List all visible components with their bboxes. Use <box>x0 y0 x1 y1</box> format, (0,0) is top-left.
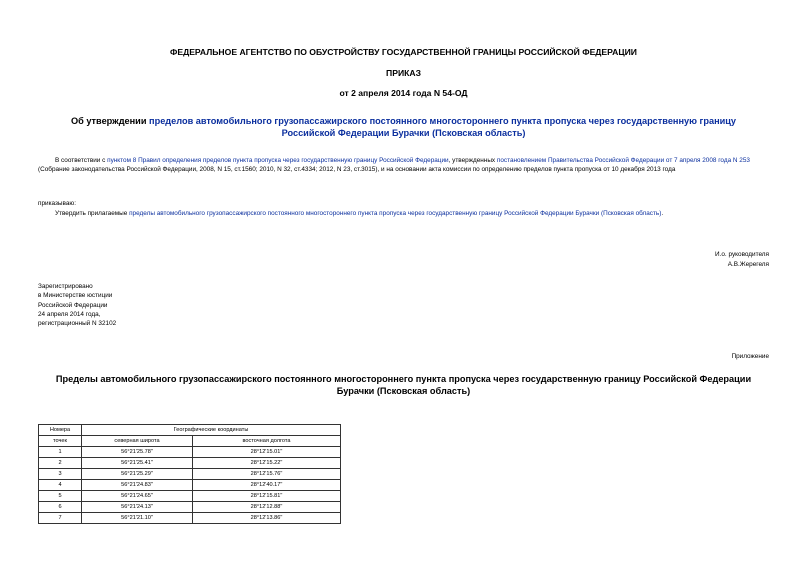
approve-text-1: Утвердить прилагаемые <box>55 210 130 217</box>
resolution-link[interactable]: постановлением Правительства Российской Федерации от 7 апреля 2008 года N 253 <box>496 157 750 164</box>
point-number-cell: 5 <box>39 491 82 502</box>
approve-text-2: . <box>661 210 664 217</box>
header-geo-coords: Географические координаты <box>82 425 341 436</box>
preamble-text-2: , утвержденных <box>448 157 497 164</box>
table-row <box>39 458 341 469</box>
coordinates-table <box>38 424 341 524</box>
longitude-cell: 28°12'40.17" <box>193 480 341 491</box>
latitude-cell: 56°21'21.10" <box>82 513 193 524</box>
longitude-cell: 28°12'15.76" <box>193 469 341 480</box>
point-number-cell: 6 <box>39 502 82 513</box>
limits-link[interactable]: пределы автомобильного грузопассажирского постоянного многостороннего пункта пропуска через государственную границу Российской Федерации Бурачки (Псковская область) <box>129 210 662 217</box>
registration-block <box>38 282 116 328</box>
signatory-position: И.о. руководителя <box>715 251 769 258</box>
table-subheader-row <box>39 436 341 447</box>
signatory-name: А.В.Жерегеля <box>727 261 769 268</box>
order-word: приказываю: <box>38 200 76 207</box>
approve-paragraph <box>55 209 770 218</box>
header-number-line1: Номера <box>39 425 82 436</box>
preamble-paragraph <box>38 156 770 175</box>
longitude-cell: 28°12'13.86" <box>193 513 341 524</box>
document-date-number: от 2 апреля 2014 года N 54-ОД <box>339 88 468 98</box>
header-number-line2: точек <box>39 436 82 447</box>
registration-line: Российской Федерации <box>38 301 108 309</box>
point-number-cell: 2 <box>39 458 82 469</box>
point-number-cell: 1 <box>39 447 82 458</box>
table-row <box>39 469 341 480</box>
longitude-cell: 28°12'15.81" <box>193 491 341 502</box>
latitude-cell: 56°21'25.29" <box>82 469 193 480</box>
table-row <box>39 513 341 524</box>
header-longitude: восточная долгота <box>193 436 341 447</box>
table-row <box>39 491 341 502</box>
latitude-cell: 56°21'25.78" <box>82 447 193 458</box>
point-number-cell: 7 <box>39 513 82 524</box>
preamble-text-3: (Собрание законодательства Российской Федерации, 2008, N 15, ст.1560; 2010, N 32, ст.4334; 2012, N 23, ст.3015), и на основании акта комиссии по определению пределов пункта пропуска от 10 декабря 2013 года <box>38 166 676 174</box>
latitude-cell: 56°21'24.83" <box>82 480 193 491</box>
point-number-cell: 4 <box>39 480 82 491</box>
table-row <box>39 502 341 513</box>
table-header-row <box>39 425 341 436</box>
longitude-cell: 28°12'15.01" <box>193 447 341 458</box>
document-title <box>50 115 757 139</box>
longitude-cell: 28°12'12.88" <box>193 502 341 513</box>
latitude-cell: 56°21'24.65" <box>82 491 193 502</box>
preamble-text-1: В соответствии с <box>55 157 108 164</box>
table-body <box>39 447 341 524</box>
registration-line: Зарегистрировано <box>38 283 93 290</box>
title-prefix: Об утверждении <box>70 116 150 126</box>
point-number-cell: 3 <box>39 469 82 480</box>
latitude-cell: 56°21'24.13" <box>82 502 193 513</box>
document-type: ПРИКАЗ <box>386 68 421 78</box>
appendix-label: Приложение <box>731 353 769 360</box>
rules-link[interactable]: пунктом 8 Правил определения пределов пункта пропуска через государственную границу Российской Федерации <box>107 157 449 164</box>
header-latitude: северная широта <box>82 436 193 447</box>
table-row <box>39 480 341 491</box>
title-link[interactable]: пределов автомобильного грузопассажирского постоянного многостороннего пункта пропуска через государственную границу Российской Федерации Бурачки (Псковская область) <box>149 116 737 138</box>
longitude-cell: 28°12'15.22" <box>193 458 341 469</box>
registration-line: в Министерстве юстиции <box>38 292 113 300</box>
agency-name: ФЕДЕРАЛЬНОЕ АГЕНТСТВО ПО ОБУСТРОЙСТВУ ГОСУДАРСТВЕННОЙ ГРАНИЦЫ РОССИЙСКОЙ ФЕДЕРАЦИИ <box>170 47 637 57</box>
registration-line: регистрационный N 32102 <box>38 320 117 328</box>
registration-line: 24 апреля 2014 года, <box>38 310 101 318</box>
latitude-cell: 56°21'25.41" <box>82 458 193 469</box>
table-row <box>39 447 341 458</box>
appendix-title: Пределы автомобильного грузопассажирского постоянного многостороннего пункта пропуска через государственную границу Российской Федерации Бурачки (Псковская область) <box>55 374 752 396</box>
